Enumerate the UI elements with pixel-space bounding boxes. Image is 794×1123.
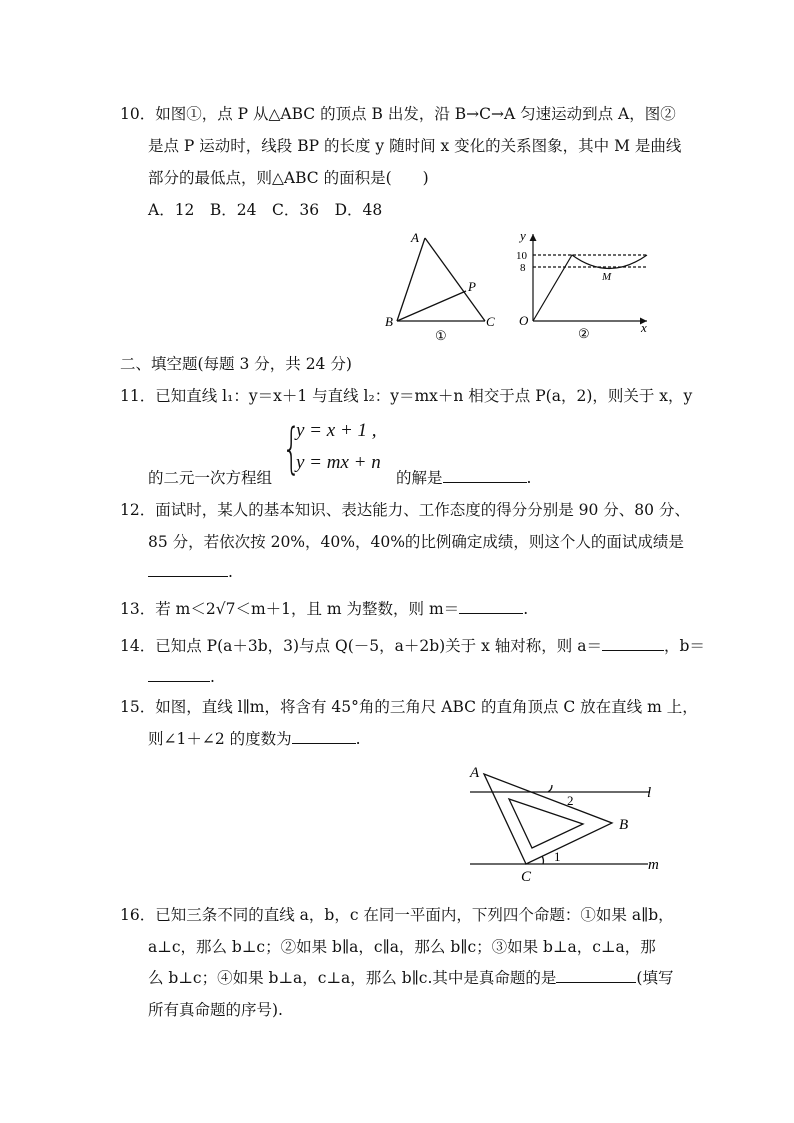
q10-line1: 10．如图①，点 P 从△ABC 的顶点 B 出发，沿 B→C→A 匀速运动到点 A，图② (120, 105, 676, 123)
equation-row-2: y = mx + n (296, 452, 381, 473)
tick-10: 10 (516, 250, 527, 262)
answer-blank-q11[interactable] (443, 468, 527, 483)
side-AB (397, 238, 425, 321)
q10-line2: 是点 P 运动时，线段 BP 的长度 y 随时间 x 变化的关系图象，其中 M 是曲线 (148, 137, 682, 155)
axis-y-label: y (520, 228, 526, 243)
answer-blank-q13[interactable] (459, 599, 523, 614)
q11-line1: 11．已知直线 l₁：y＝x＋1 与直线 l₂：y＝mx＋n 相交于点 P(a，2)，则关于 x，y (120, 387, 693, 405)
q14-line2: . (148, 667, 215, 686)
angle-1-arc (542, 856, 543, 864)
angle-1-label: 1 (554, 849, 561, 864)
q15-line1: 15．如图，直线 l∥m，将含有 45°角的三角尺 ABC 的直角顶点 C 放在直线 m 上， (120, 698, 698, 716)
q13-line: 13．若 m＜2√7＜m＋1，且 m 为整数，则 m＝ . (120, 600, 529, 618)
q12-line1: 12．面试时，某人的基本知识、表达能力、工作态度的得分分别是 90 分、80 分、 (120, 501, 690, 519)
q10-line3: 部分的最低点，则△ABC 的面积是( ) (148, 169, 429, 187)
q16-line1: 16．已知三条不同的直线 a，b，c 在同一平面内，下列四个命题：①如果 a∥b， (120, 906, 674, 924)
label-m: m (648, 857, 659, 873)
point-M: M (602, 271, 612, 283)
triangle-outer (484, 774, 612, 864)
q10-figure-1 (380, 228, 500, 346)
q10-figure-2 (512, 226, 662, 344)
q14-line1: 14．已知点 P(a＋3b，3)与点 Q(－5，a＋2b)关于 x 轴对称，则 a＝ ，b＝ (120, 637, 705, 655)
answer-blank-q12[interactable] (148, 562, 228, 577)
tick-8: 8 (520, 262, 526, 274)
q11-line2-post: 的解是 . (396, 469, 532, 487)
label-l: l (647, 785, 652, 801)
graph-curve (533, 255, 647, 321)
caption-1: ① (435, 328, 447, 343)
equation-brace: { (282, 417, 301, 480)
q10-options: A．12 B．24 C．36 D．48 (148, 201, 383, 219)
origin-label: O (519, 313, 529, 328)
angle-2-label: 2 (567, 793, 574, 808)
label-B: B (619, 817, 629, 833)
label-A: A (470, 765, 480, 781)
answer-blank-q14-b[interactable] (148, 667, 210, 682)
angle-2-arc (548, 785, 552, 792)
label-P: P (468, 279, 476, 294)
label-C: C (486, 314, 495, 329)
section-title: 二、填空题(每题 3 分，共 24 分) (120, 355, 352, 373)
q15-line2: 则∠1＋∠2 的度数为 . (148, 730, 361, 748)
side-CA (425, 238, 485, 321)
label-C: C (521, 869, 532, 885)
caption-2: ② (578, 326, 590, 341)
q16-line4: 所有真命题的序号). (148, 1001, 283, 1019)
answer-blank-q16[interactable] (556, 968, 636, 983)
q12-line2: 85 分，若依次按 20%，40%，40%的比例确定成绩，则这个人的面试成绩是 (148, 533, 684, 551)
equation-row-1: y = x + 1 , (296, 420, 377, 441)
answer-blank-q14-a[interactable] (602, 636, 664, 651)
axis-x-label: x (641, 320, 647, 335)
q15-figure (462, 760, 672, 886)
q16-line3: 么 b⊥c；④如果 b⊥a，c⊥a，那么 b∥c.其中是真命题的是 (填写 (148, 969, 674, 987)
q11-line2-pre: 的二元一次方程组 (148, 469, 273, 487)
label-A: A (411, 230, 419, 245)
label-B: B (385, 314, 393, 329)
q16-line2: a⊥c，那么 b⊥c；②如果 b∥a，c∥a，那么 b∥c；③如果 b⊥a，c⊥a，那 (148, 938, 656, 956)
answer-blank-q15[interactable] (292, 729, 356, 744)
segment-BP (397, 291, 466, 321)
q12-line3: . (148, 562, 233, 581)
